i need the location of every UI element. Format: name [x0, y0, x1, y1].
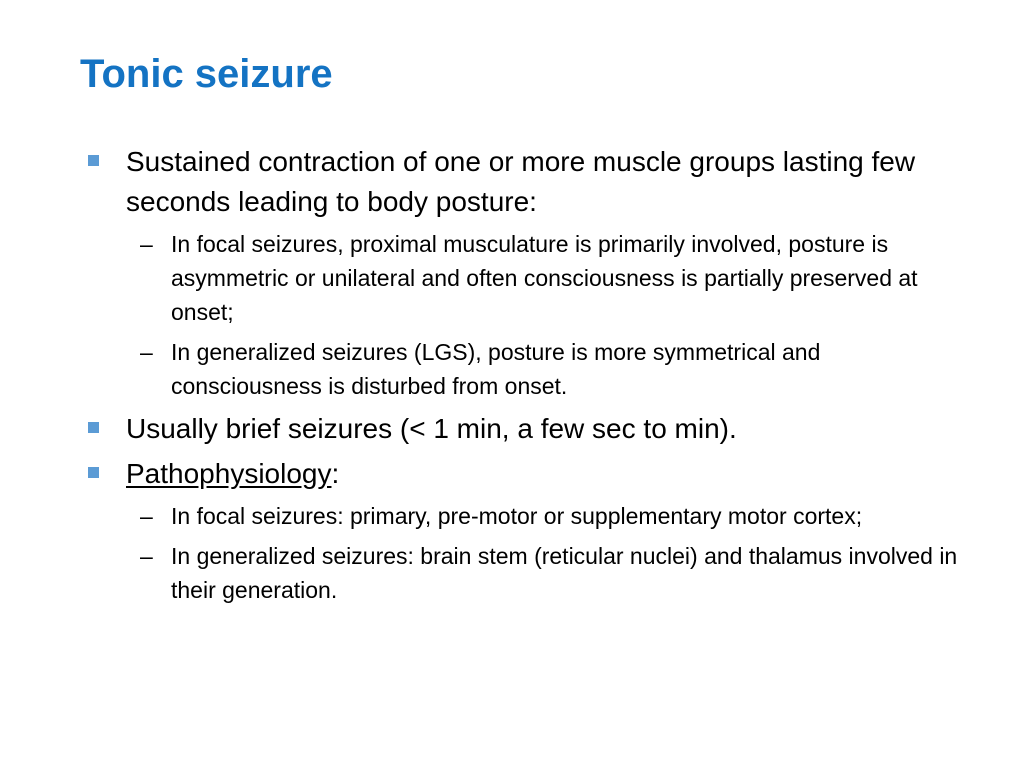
- sub-list: [88, 499, 968, 607]
- bullet-item: [88, 454, 968, 494]
- sub-list: [88, 227, 968, 403]
- square-bullet-icon: [88, 422, 99, 433]
- pathophysiology-link[interactable]: Pathophysiology: [126, 458, 332, 489]
- slide-title: Tonic seizure: [80, 52, 333, 96]
- dash-marker: –: [140, 339, 153, 365]
- dash-marker: –: [140, 231, 153, 257]
- bullet-text: Usually brief seizures (< 1 min, a few sec to min).: [126, 413, 737, 444]
- dash-marker: –: [140, 503, 153, 529]
- slide-body: [88, 142, 968, 613]
- sub-item: [88, 499, 968, 533]
- square-bullet-icon: [88, 467, 99, 478]
- sub-item: [88, 335, 968, 403]
- dash-marker: –: [140, 543, 153, 569]
- sub-item: [88, 227, 968, 329]
- bullet-text: Sustained contraction of one or more muscle groups lasting few seconds leading to body posture:: [126, 146, 916, 217]
- sub-item-text: In focal seizures: primary, pre-motor or supplementary motor cortex;: [171, 503, 863, 529]
- bullet-item: [88, 142, 968, 222]
- sub-item-text: In generalized seizures (LGS), posture is more symmetrical and consciousness is disturbed from onset.: [171, 339, 821, 399]
- square-bullet-icon: [88, 155, 99, 166]
- sub-item-text: In generalized seizures: brain stem (reticular nuclei) and thalamus involved in their generation.: [171, 543, 958, 603]
- sub-item-text: In focal seizures, proximal musculature is primarily involved, posture is asymmetric or unilateral and often consciousness is partially preserved at onset;: [171, 231, 918, 325]
- bullet-item: [88, 409, 968, 449]
- sub-item: [88, 539, 968, 607]
- bullet-suffix: :: [331, 458, 340, 489]
